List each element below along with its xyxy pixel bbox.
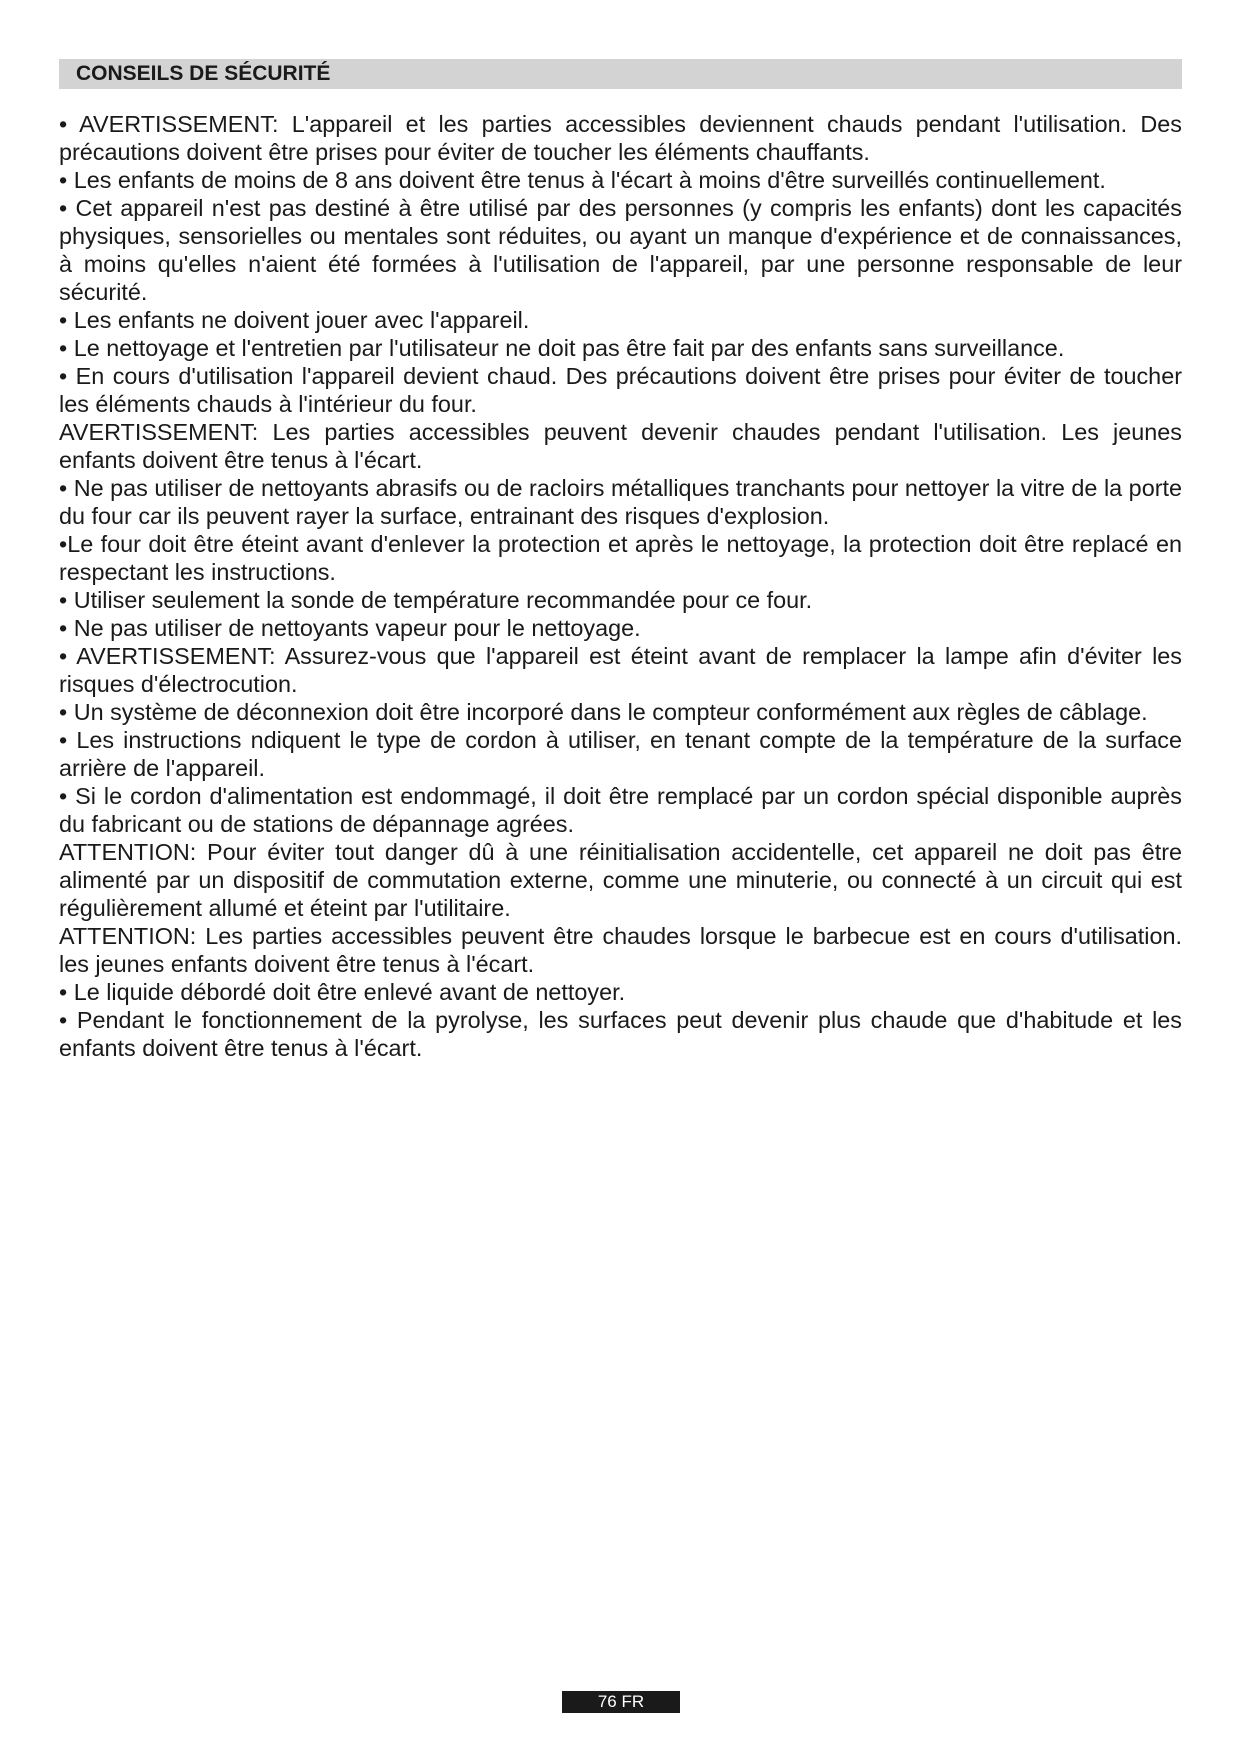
safety-paragraph: • AVERTISSEMENT: L'appareil et les parties accessibles deviennent chauds pendant l'utilisation. Des précautions doivent être prises pour éviter de toucher les éléments chauffants.: [59, 111, 1182, 165]
section-title: CONSEILS DE SÉCURITÉ: [59, 59, 1182, 89]
safety-paragraph: •Le four doit être éteint avant d'enlever la protection et après le nettoyage, la protection doit être replacé en respectant les instructions.: [59, 531, 1182, 585]
safety-paragraph: • Ne pas utiliser de nettoyants vapeur pour le nettoyage.: [59, 615, 641, 641]
safety-paragraph: AVERTISSEMENT: Les parties accessibles peuvent devenir chaudes pendant l'utilisation. Les jeunes enfants doivent être tenus à l'écart.: [59, 419, 1182, 473]
safety-paragraph: • Ne pas utiliser de nettoyants abrasifs ou de racloirs métalliques tranchants pour nettoyer la vitre de la porte du four car ils peuvent rayer la surface, entrainant des risques d'explosion.: [59, 475, 1182, 529]
safety-instructions: [59, 110, 1182, 1062]
safety-paragraph: • En cours d'utilisation l'appareil devient chaud. Des précautions doivent être prises pour éviter de toucher les éléments chauds à l'intérieur du four.: [59, 363, 1182, 417]
safety-paragraph: ATTENTION: Pour éviter tout danger dû à une réinitialisation accidentelle, cet appareil ne doit pas être alimenté par un dispositif de commutation externe, comme une minuterie, ou connecté à un circuit qui est régulièrement allumé et éteint par l'utilitaire.: [59, 839, 1182, 921]
safety-paragraph: • Si le cordon d'alimentation est endommagé, il doit être remplacé par un cordon spécial disponible auprès du fabricant ou de stations de dépannage agrées.: [59, 783, 1182, 837]
page-number: 76 FR: [562, 1691, 680, 1713]
safety-paragraph: • Le nettoyage et l'entretien par l'utilisateur ne doit pas être fait par des enfants sans surveillance.: [59, 335, 1065, 361]
safety-paragraph: • Un système de déconnexion doit être incorporé dans le compteur conformément aux règles de câblage.: [59, 699, 1148, 725]
safety-paragraph: • Le liquide débordé doit être enlevé avant de nettoyer.: [59, 979, 626, 1005]
safety-paragraph: • Cet appareil n'est pas destiné à être utilisé par des personnes (y compris les enfants) dont les capacités physiques, sensorielles ou mentales sont réduites, ou ayant un manque d'expérience et de connaissances, à moins qu'elles n'aient été formées à l'utilisation de l'appareil, par une personne responsable de leur sécurité.: [59, 195, 1182, 305]
safety-paragraph: ATTENTION: Les parties accessibles peuvent être chaudes lorsque le barbecue est en cours d'utilisation. les jeunes enfants doivent être tenus à l'écart.: [59, 923, 1182, 977]
safety-paragraph: • AVERTISSEMENT: Assurez-vous que l'appareil est éteint avant de remplacer la lampe afin d'éviter les risques d'électrocution.: [59, 643, 1182, 697]
safety-paragraph: • Les enfants de moins de 8 ans doivent être tenus à l'écart à moins d'être surveillés continuellement.: [59, 167, 1106, 193]
safety-paragraph: • Les instructions ndiquent le type de cordon à utiliser, en tenant compte de la température de la surface arrière de l'appareil.: [59, 727, 1182, 781]
safety-paragraph: • Pendant le fonctionnement de la pyrolyse, les surfaces peut devenir plus chaude que d'habitude et les enfants doivent être tenus à l'écart.: [59, 1007, 1182, 1061]
safety-paragraph: • Utiliser seulement la sonde de température recommandée pour ce four.: [59, 587, 813, 613]
safety-paragraph: • Les enfants ne doivent jouer avec l'appareil.: [59, 307, 530, 333]
